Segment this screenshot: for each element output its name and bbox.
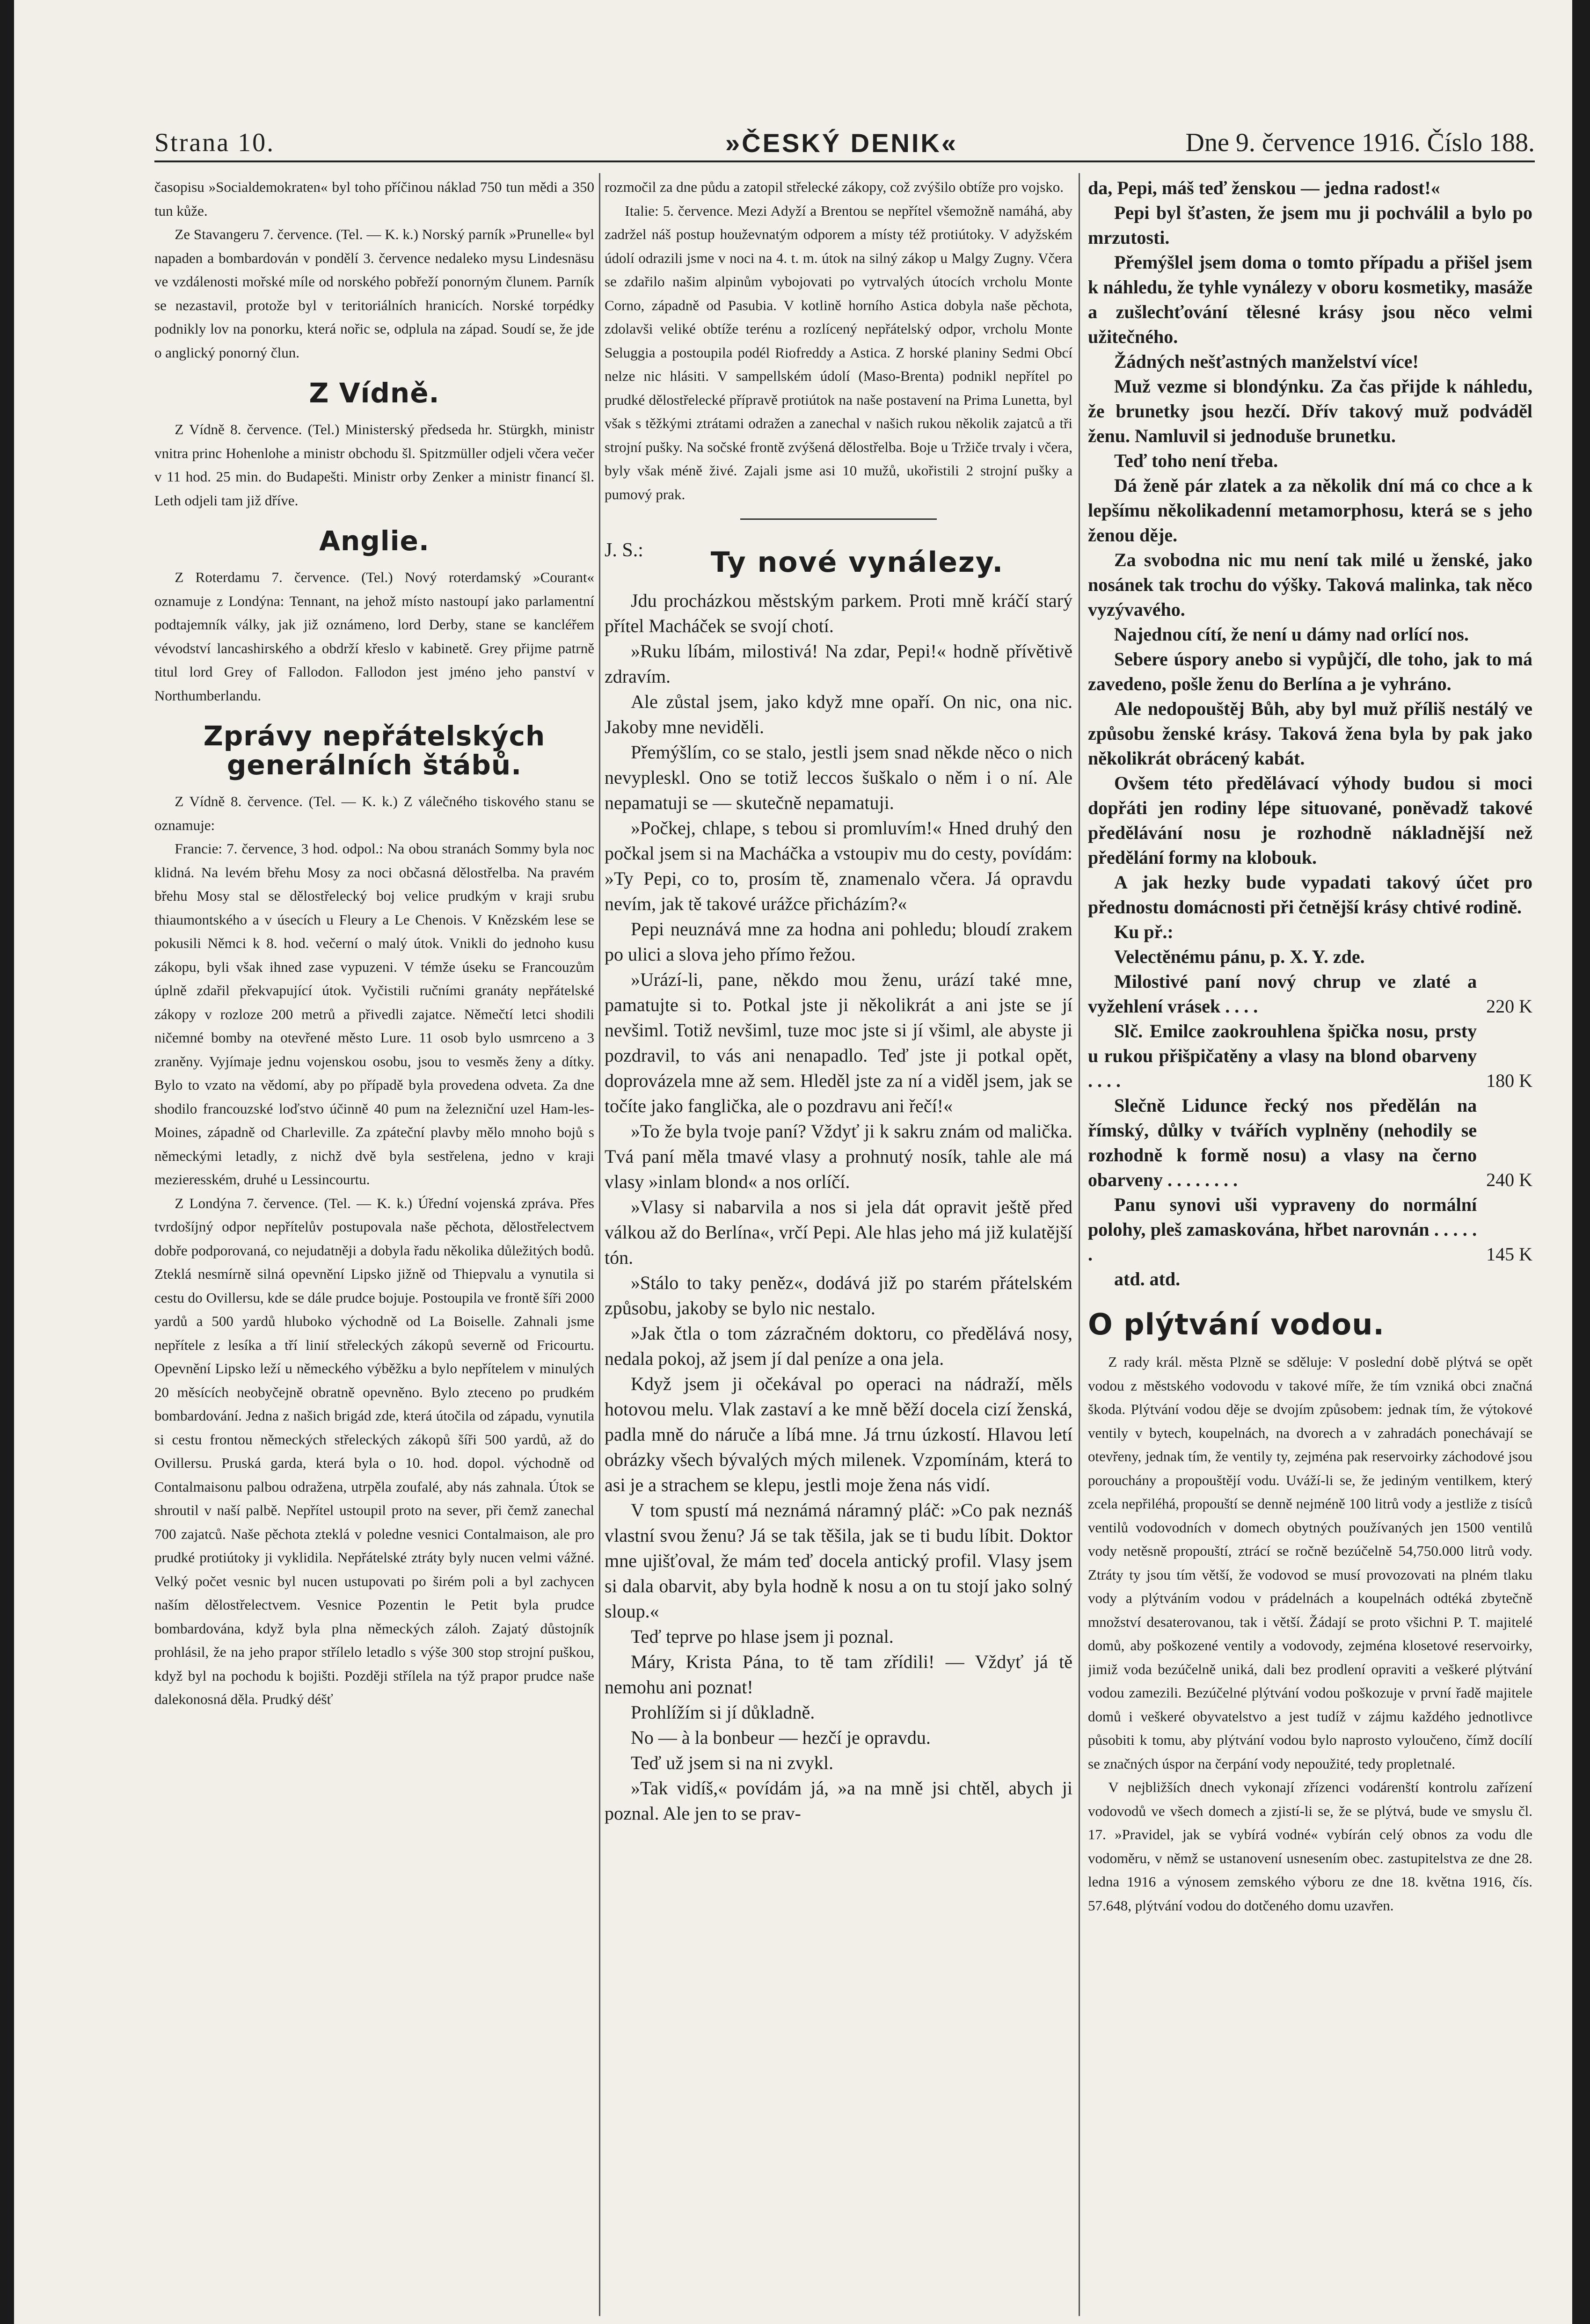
paragraph: Za svobodna nic mu není tak milé u ženské, jako nosánek tak trochu do výšky. Taková malinka, tak něco vyzývavého. — [1088, 549, 1532, 620]
invoice-row — [1088, 969, 1532, 1019]
paragraph: »Vlasy si nabarvila a nos si jela dát opravit ještě před válkou až do Berlína«, vrčí Pepi. Ale hlas jeho má již kulatější tón. — [605, 1196, 1072, 1268]
paragraph: »To že byla tvoje paní? Vždyť ji k sakru znám od malička. Tvá paní měla tmavé vlasy a prohnutý nosík, tahle ale má vlasy »inlam blond« a nos orlíčí. — [605, 1121, 1072, 1192]
paragraph: Teď toho není třeba. — [1114, 450, 1278, 471]
paragraph: Teď už jsem si na ni zvykl. — [631, 1752, 833, 1773]
story-header — [605, 532, 1072, 588]
paragraph: Ovšem této předělávací výhody budou si moci dopřáti jen rodiny lépe situované, poněvadž takové předělávání nosu je rozhodně nákladnější než předělání formy na klobouk. — [1088, 772, 1532, 868]
paragraph: »Jak čtla o tom zázračném doktoru, co předělává nosy, nedala pokoj, až jsem jí dal peníze a ona jela. — [605, 1323, 1072, 1369]
page-number: Strana 10. — [154, 128, 275, 157]
column-divider-1 — [599, 173, 600, 2316]
paragraph: Italie: 5. července. Mezi Adyží a Brentou se nepřítel všemožně namáhá, aby zadržel náš postup houževnatým odporem a místy též protiútoky. V adyžském údolí odrazili jsme v noci na 4. t. m. útok na silný zákop u Malgy Zugny. Včera se zdařilo našim alpinům vybojovati po vytrvalých útocích vrcholu Monte Corno, západně od Pasubia. V kotlině horního Astica dobyla naše pěchota, zdolavši veliké obtíže terénu a rozlícený nepřátelský odpor, vrcholu Monte Seluggia a postoupila podél Riofreddy a Astica. Z horské planiny Sedmi Obcí nelze nic hlásiti. V sampellském údolí (Maso-Brenta) podnikl nepřítel po prudké dělostřelecké přípravě protiútok na naše postavení na Prima Lunetta, byl však s těžkými ztrátami odražen a zanechal v našich rukou několik zajatců a tři strojní pušky. Na sočské frontě zvýšená dělostřelba. Boje u Tržiče trvaly i včera, byly však méně živé. Zajali jsme asi 10 mužů, ukořistili 2 strojní pušky a pumový prak. — [605, 202, 1072, 503]
paragraph: »Ruku líbám, milostivá! Na zdar, Pepi!« hodně přívětivě zdravím. — [605, 641, 1072, 687]
paragraph: Ze Stavangeru 7. července. (Tel. — K. k.) Norský parník »Prunelle« byl napaden a bombardován v pondělí 3. července nedaleko mysu Lindesnäsu ve vzdálenosti mořské míle od norského pobřeží ponorným člunem. Parník se nezastavil, protože byl v teritoriálních hranicích. Norské torpédky podnikly lov na ponorku, která nořic se, odplula na západ. Soudí se, že jde o anglický ponorný člun. — [154, 226, 594, 361]
invoice-price: 180 K — [1486, 1070, 1532, 1091]
paragraph: »Urází-li, pane, někdo mou ženu, urází také mne, pamatujte si to. Potkal jste ji několikrát a ani jste se jí nevšiml. Totiž nevšiml, tuze moc jste si jí všiml, ale abyste ji pozdravil, to vás ani nenapadlo. Teď jste ji potkal opět, doprovázela mne až sem. Hleděl jste za ní a viděl jsem, jak se točíte jako fanglička, ale o pozdravu ani řečí!« — [605, 969, 1072, 1116]
invoice-item: Slč. Emilce zaokrouhlena špička nosu, prsty u rukou přišpičatěny a vlasy na blond obarveny . . . . — [1088, 1020, 1477, 1091]
paragraph: »Stálo to taky peněz«, dodává již po starém přátelském způsobu, jakoby se bylo nic nestalo. — [605, 1272, 1072, 1319]
section-heading-water: O plýtvání vodou. — [1088, 1307, 1385, 1341]
column-1 — [154, 175, 594, 2300]
paragraph: da, Pepi, máš teď ženskou — jedna radost!« — [1088, 177, 1440, 198]
paragraph: »Tak vidíš,« povídám já, »a na mně jsi chtěl, abych ji poznal. Ale jen to se prav- — [605, 1778, 1072, 1824]
paragraph: Z Vídně 8. července. (Tel. — K. k.) Z válečného tiskového stanu se oznamuje: — [154, 793, 594, 833]
invoice-price: 240 K — [1486, 1169, 1532, 1190]
paragraph: Ku př.: — [1114, 921, 1174, 942]
paragraph: Pepi neuznává mne za hodna ani pohledu; bloudí zrakem po ulici a slova jeho přímo řežou. — [605, 918, 1072, 965]
story-body — [605, 588, 1072, 1826]
paragraph: Když jsem ji očekával po operaci na nádraží, měls hotovou melu. Vlak zastaví a ke mně běží docela cizí ženská, padla mně do náruče a líbá mne. Já trnu úzkostí. Hlavou letí obrázky všech bývalých mých milenek. Vzpomínám, která to asi je a strachem se klepu, jestli moje žena nás vidí. — [605, 1373, 1072, 1495]
paragraph: Ale zůstal jsem, jako když mne opaří. On nic, ona nic. Jakoby mne neviděli. — [605, 691, 1072, 737]
section-heading-vienna: Z Vídně. — [309, 377, 440, 409]
column-divider-2 — [1079, 173, 1080, 2316]
invoice-price: 145 K — [1486, 1244, 1532, 1265]
paragraph: Z rady král. města Plzně se sděluje: V poslední době plýtvá se opět vodou z městského vodovodu v takové míře, že tím vzniká obci značná škoda. Plýtvání vodou děje se dvojím způsobem: jednak tím, že výtokové ventily v bytech, koupelnách, na dvorech a v zahradách ponechávají se otevřeny, jednak tím, že ventily ty, zejména pak reservoirky záchodové jsou porouchány a propouštějí vodu. Uváží-li se, že jediným ventilkem, který zcela nepřiléhá, propouští se denně nejméně 100 litrů vody a jestliže z tisíců ventilů vodovodních v domech obytných používaných jen 1500 ventilů vody netěsně propouští, ztrácí se ročně bezúčelně 54,750.000 litrů vody. Ztráty ty jsou tím větší, že vodovod se musí provozovati na plném tlaku vody a plýtváním vodou v prádelnách a koupelnách odtéká zbytečně množství desaterovanou, tak i větší. Žádají se proto všichni P. T. majitelé domů, aby poškozené ventily a vodovody, zejména klosetové reservoirky, jimiž voda bezúčelně uniká, dali bez prodlení opraviti a veškeré plýtvání vodou zamezili. Bezúčelné plýtvání vodou poškozuje v první řadě majitele domů i veškeré obyvatelstvo a jest tudíž v zájmu každého jednotlivce působiti k tomu, aby plýtvání vodou bylo naprosto vyloučeno, čímž docílí se značných úspor na čerpání vody nepoužité, tedy propletnalé. — [1088, 1354, 1532, 1772]
invoice-price: 220 K — [1486, 996, 1532, 1017]
paragraph: Přemýšlel jsem doma o tomto případu a přišel jsem k náhledu, že tyhle vynálezy v oboru kosmetiky, masáže a zušlechťování tělesné krásy jsou něco velmi užitečného. — [1088, 252, 1532, 347]
section-heading-england: Anglie. — [319, 525, 430, 557]
invoice-item: Panu synovi uši vypraveny do normální polohy, pleš zamaskována, hřbet narovnán . . . . . . — [1088, 1194, 1477, 1265]
masthead — [154, 119, 1535, 161]
newspaper-title: »ČESKÝ DENIK« — [725, 128, 958, 158]
invoice-item: Slečně Lidunce řecký nos předělán na římský, důlky v tvářích vyplněny (nehodily se rozhodně k formě nosu) a vlasy na černo obarveny . . . . . . . . — [1088, 1095, 1477, 1190]
story-author: J. S.: — [605, 539, 643, 561]
paragraph: Muž vezme si blondýnku. Za čas přijde k náhledu, že brunetky jsou hezčí. Dřív takový muž podváděl ženu. Namluvil si jednoduše brunetku. — [1088, 376, 1532, 446]
paragraph: Přemýšlím, co se stalo, jestli jsem snad někde něco o nich nevypleskl. Ono se totiž leccos šuškalo o něm i o ní. Ale nepamatuji se — skutečně nepamatuji. — [605, 742, 1072, 813]
paragraph: V tom spustí má neznámá náramný pláč: »Co pak neznáš vlastní svou ženu? Já se tak těšila, jak se ti budu líbit. Doktor mne ujišťoval, že mám teď docela antický profil. Vlasy jsem si dala obarvit, aby byla hodně k nosu a on tu stojí jako solný sloup.« — [605, 1500, 1072, 1622]
paragraph: Najednou cítí, že není u dámy nad orlící nos. — [1114, 624, 1469, 645]
story-divider — [740, 518, 937, 520]
paragraph: Z Roterdamu 7. července. (Tel.) Nový roterdamský »Courant« oznamuje z Londýna: Tennant, na jehož místo nastoupí jako parlamentní podtajemník války, jak již oznámeno, lord Derby, stane se kancléřem vévodství lancashirského a obdrží křeslo v kabinetě. Grey přijme patrně titul lord Grey of Fallodon. Fallodon jest jméno jeho panství v Northumberlandu. — [154, 569, 594, 704]
paragraph: Teď teprve po hlase jsem ji poznal. — [631, 1626, 894, 1647]
invoice-item: Milostivé paní nový chrup ve zlaté a vyžehlení vrásek . . . . — [1088, 971, 1477, 1017]
invoice-row — [1088, 1019, 1532, 1093]
paragraph: Sebere úspory anebo si vypůjčí, dle toho, jak to má zavedeno, pošle ženu do Berlína a je vyhráno. — [1088, 648, 1532, 694]
paragraph: No — à la bonbeur — hezčí je opravdu. — [631, 1727, 931, 1748]
paragraph: Francie: 7. července, 3 hod. odpol.: Na obou stranách Sommy byla noc klidná. Na levém břehu Mosy za noci občasná dělostřelba. Na pravém břehu Mosy stal se dělostřelecký boj velice prudkým v kraji srubu thiaumontského a v úsecích u Fleury a Le Chenois. V Knězském lese se pokusili Němci k 8. hod. večerní o malý útok. Vnikli do jednoho kusu zákopu, byli však ihned zase vypuzeni. V témže úseku se Francouzům úplně zdařil překvapující útok. Vyčistili ručními granáty nepřátelské zákopy v rozloze 200 metrů a přivedli zajatce. Němečtí letci shodili ničemné bomby na otevřené město Lure. 11 osob bylo usmrceno a 3 zraněny. Vyjímaje jednu vojenskou osobu, jsou to vesměs ženy a dítky. Bylo to vzato na vědomí, aby po případě byla provedena odveta. Za dne shodilo francouzské loďstvo účinně 40 pum na železniční uzel Ham-les-Moines, západně od Charleville. Za zpáteční plavby mělo mnoho bojů s německými letadly, z nichž dvě byla sestřelena, jedno v kraji mezieresském, druhé u Lessincourtu. — [154, 840, 594, 1187]
paragraph: A jak hezky bude vypadati takový účet pro přednostu domácnosti při četnější krásy chtivé rodině. — [1088, 872, 1532, 918]
newspaper-page — [14, 0, 1572, 2324]
paragraph: Z Londýna 7. července. (Tel. — K. k.) Úřední vojenská zpráva. Přes tvrdošíjný odpor nepřítelův postupovala naše pěchota, dělostřelectvem dobře podporovaná, co nejudatněji a dobyla řadu několika důležitých bodů. Zteklá nesmírně silná opevnění Lipsko jižně od Thiepvalu a vynutila si cestu do Ovillersu, kde se dále prudce bojuje. Postoupila ve frontě šíři 2000 yardů a 500 yardů hluboko východně od La Boiselle. Zahnali jsme nepřítele z lesíka a tří linií střeleckých zákopů severně od Fricourtu. Opevnění Lipsko leží u německého výběžku a bylo nepřítelem v minulých 20 měsících neobyčejně obratně opevněno. Bylo zteceno po prudkém bombardování. Jedna z našich brigád zde, která útočila od západu, vynutila si cestu frontou německých střeleckých zákopů šíři 500 yardů, až do Ovillersu. Pruská garda, která byla o 10. hod. dopol. východně od Contalmaisonu palbou odražena, utrpěla zoufalé, aby nás zahnala. Útok se shroutil v naší palbě. Nepřítel ustoupil proto na sever, při čemž zanechal 700 zajatců. Naše pěchota zteklá v poledne vesnici Contalmaison, ale pro prudké protiútoky ji vyklidila. Nepřátelské ztráty byly nucen velmi vážné. Velký počet vesnic byl nucen ustupovati po širém poli a byl zachycen naším dělostřelectvem. Vesnice Pozentin le Petit byla prudce bombardována, když byla plna německých záloh. Zajatý důstojník prohlásil, že na jeho prapor střílelo letadlo s výše 300 stop strojní puškou, když byl na pochodu k bojišti. Později střílela na týž prapor prudce naše dalekonosná děla. Prudký déšť — [154, 1195, 594, 1707]
section-heading-reports: Zprávy nepřátelských generálních štábů. — [203, 720, 546, 781]
issue-date: Dne 9. července 1916. Číslo 188. — [1185, 128, 1535, 157]
invoice-row — [1088, 1093, 1532, 1192]
column-2 — [605, 175, 1072, 2300]
story-title: Ty nové vynálezy. — [710, 546, 1004, 579]
paragraph: Žádných nešťastných manželství více! — [1114, 351, 1419, 372]
paragraph: Ale nedopouštěj Bůh, aby byl muž příliš nestálý ve způsobu ženské krásy. Taková žena byla by pak jako několikrát obrácený kabát. — [1088, 698, 1532, 769]
paragraph: Jdu procházkou městským parkem. Proti mně kráčí starý přítel Macháček se svojí chotí. — [605, 590, 1072, 636]
paragraph: »Počkej, chlape, s tebou si promluvím!« Hned druhý den počkal jsem si na Macháčka a vstoupiv mu do cesty, povídám: »Ty Pepi, co to, prosím tě, znamenalo včera. Já opravdu nevím, jak tě takové urážce přicházím?« — [605, 817, 1072, 914]
paragraph: Z Vídně 8. července. (Tel.) Ministerský předseda hr. Stürgkh, ministr vnitra princ Hohenlohe a ministr obchodu šl. Spitzmüller odjeli včera večer v 11 hod. 25 min. do Budapešti. Ministr orby Zenker a ministr financí šl. Leth odjeli tam již dříve. — [154, 421, 594, 509]
column-3 — [1088, 175, 1532, 2300]
paragraph: Pepi byl šťasten, že jsem mu ji pochválil a bylo po mrzutosti. — [1088, 202, 1532, 248]
paragraph: časopisu »Socialdemokraten« byl toho příčinou náklad 750 tun mědi a 350 tun kůže. — [154, 179, 594, 219]
masthead-rule — [154, 160, 1535, 162]
paragraph: atd. atd. — [1114, 1268, 1181, 1289]
paragraph: Velectěnému pánu, p. X. Y. zde. — [1114, 946, 1365, 967]
paragraph: Prohlížím si jí důkladně. — [631, 1702, 815, 1723]
paragraph: rozmočil za dne půdu a zatopil střelecké zákopy, což zvýšilo obtíže pro vojsko. — [605, 179, 1064, 195]
paragraph: V nejbližších dnech vykonají zřízenci vodárenští kontrolu zařízení vodovodů ve všech domech a zjistí-li se, že se plýtvá, bude ve smyslu čl. 17. »Pravidel, jak se vybírá vodné« vybírán celý obnos za vodu dle vodoměru, v němž se ustanovení usnesením obec. zastupitelstva ze dne 28. ledna 1916 a výnosem zemského výboru ze dne 18. května 1916, čís. 57.648, plýtvání vodou do dotčeného domu uzavřen. — [1088, 1779, 1532, 1914]
paragraph: Máry, Krista Pána, to tě tam zřídili! — Vždyť já tě nemohu ani poznat! — [605, 1651, 1072, 1697]
paragraph: Dá ženě pár zlatek a za několik dní má co chce a k lepšímu několikadenní metamorphosu, která se s jeho ženou děje. — [1088, 475, 1532, 546]
invoice-row — [1088, 1192, 1532, 1267]
